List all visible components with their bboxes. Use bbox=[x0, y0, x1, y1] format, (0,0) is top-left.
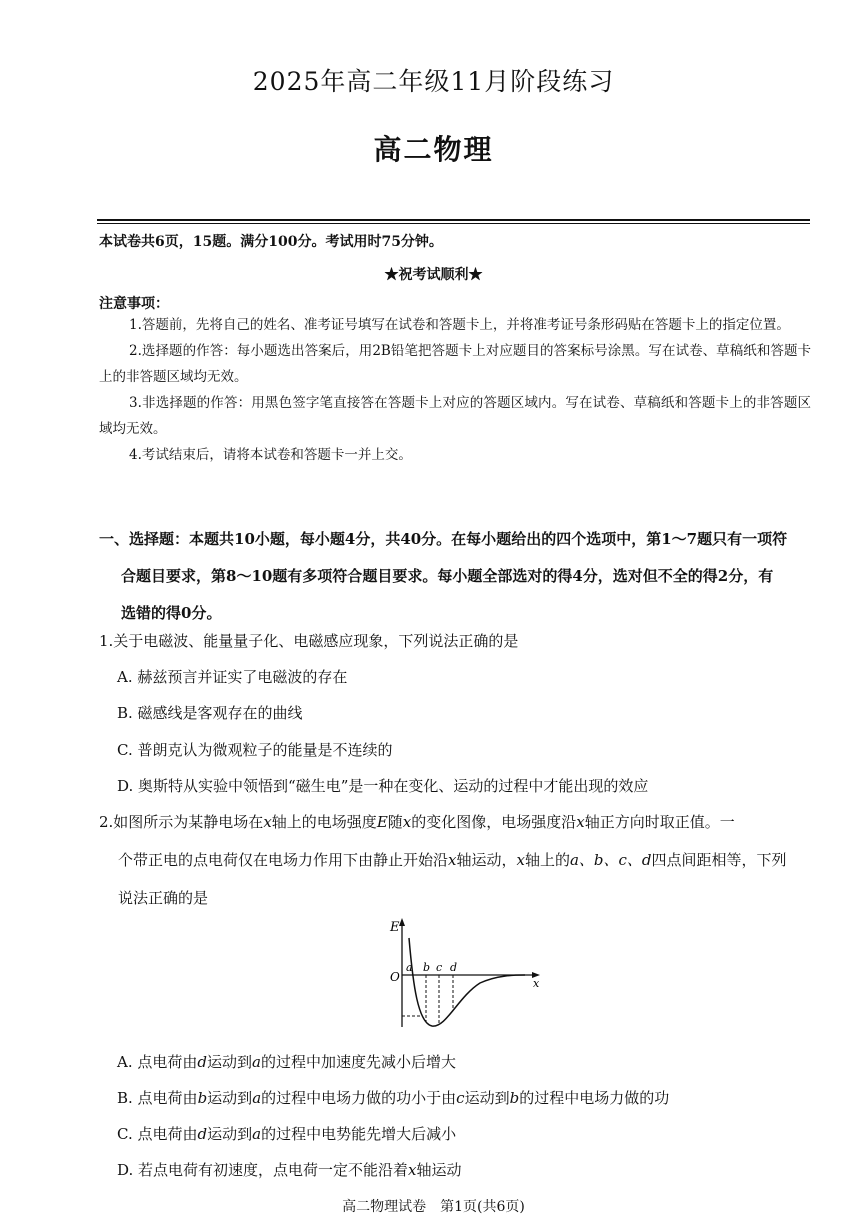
section-1-instructions bbox=[99, 521, 811, 632]
section-1-line-1: 一、选择题：本题共10小题，每小题4分，共40分。在每小题给出的四个选项中，第1～7题只有一项符 bbox=[99, 530, 788, 548]
exam-info-line: 本试卷共6页，15题。满分100分。考试用时75分钟。 bbox=[99, 234, 443, 250]
subject-title: 高二物理 bbox=[373, 133, 494, 166]
point-b-label: b bbox=[423, 961, 431, 974]
question-2-stem: 2.如图所示为某静电场在x轴上的电场强度E随x的变化图像，电场强度沿x轴正方向时取正值。一 个带正电的点电荷仅在电场力作用下由静止开始沿x轴运动，x轴上的a、b、c、d四点间距相等，下列 说法正确的是 bbox=[99, 813, 787, 907]
point-a-label: a bbox=[406, 961, 413, 974]
question-2-option-c: C. 点电荷由d运动到a的过程中电势能先增大后减小 bbox=[117, 1125, 457, 1143]
notice-heading: 注意事项： bbox=[99, 296, 169, 312]
notice-item-2: 2.选择题的作答：每小题选出答案后，用2B铅笔把答题卡上对应题目的答案标号涂黑。写在试卷、草稿纸和答题卡上的非答题区域均无效。 bbox=[99, 343, 811, 385]
header-rule-thin bbox=[97, 223, 810, 224]
x-axis-label: x bbox=[533, 977, 540, 990]
y-axis-label: E bbox=[390, 920, 400, 935]
good-luck-banner: ★祝考试顺利★ bbox=[384, 267, 483, 283]
question-1-option-c: C. 普朗克认为微观粒子的能量是不连续的 bbox=[117, 741, 393, 759]
notice-item-1: 1.答题前，先将自己的姓名、准考证号填写在试卷和答题卡上，并将准考证号条形码贴在答题卡上的指定位置。 bbox=[129, 317, 790, 333]
e-x-graph bbox=[380, 915, 550, 1035]
question-1-stem: 1.关于电磁波、能量量子化、电磁感应现象，下列说法正确的是 bbox=[99, 632, 519, 650]
question-2-option-b: B. 点电荷由b运动到a的过程中电场力做的功小于由c运动到b的过程中电场力做的功 bbox=[117, 1089, 670, 1107]
y-axis-arrow bbox=[399, 918, 405, 926]
question-1-option-a: A. 赫兹预言并证实了电磁波的存在 bbox=[117, 668, 348, 686]
page-footer: 高二物理试卷 第1页(共6页) bbox=[342, 1199, 525, 1215]
notice-item-4: 4.考试结束后，请将本试卷和答题卡一并上交。 bbox=[129, 447, 412, 463]
section-1-line-3: 选错的得0分。 bbox=[121, 604, 222, 622]
header-rule bbox=[97, 219, 810, 221]
question-2-option-d: D. 若点电荷有初速度，点电荷一定不能沿着x轴运动 bbox=[117, 1161, 462, 1179]
exam-title: 2025年高二年级11月阶段练习 bbox=[252, 67, 615, 96]
section-1-line-2: 合题目要求，第8～10题有多项符合题目要求。每小题全部选对的得4分，选对但不全的得2分，有 bbox=[121, 567, 774, 585]
point-c-label: c bbox=[436, 961, 443, 974]
question-1-option-d: D. 奥斯特从实验中领悟到“磁生电”是一种在变化、运动的过程中才能出现的效应 bbox=[117, 777, 649, 795]
question-2-option-a: A. 点电荷由d运动到a的过程中加速度先减小后增大 bbox=[117, 1053, 456, 1071]
question-1-option-b: B. 磁感线是客观存在的曲线 bbox=[117, 704, 303, 722]
point-d-label: d bbox=[450, 961, 458, 974]
origin-label: O bbox=[390, 970, 400, 984]
notice-list bbox=[99, 312, 811, 468]
notice-item-3: 3.非选择题的作答：用黑色签字笔直接答在答题卡上对应的答题区域内。写在试卷、草稿纸和答题卡上的非答题区域均无效。 bbox=[99, 395, 811, 437]
